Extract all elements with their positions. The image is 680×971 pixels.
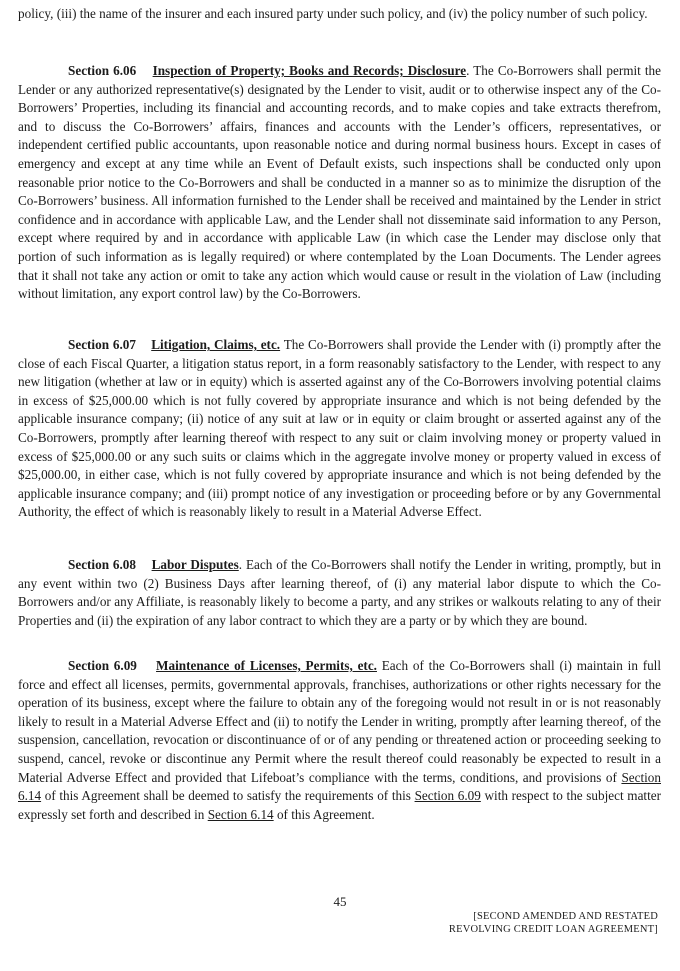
section-6-08-paragraph [18,556,661,630]
footer-line: [SECOND AMENDED AND RESTATED [473,911,658,922]
section-body: Each of the Co-Borrowers shall (i) maintain in full force and effect all licenses, permits, governmental approvals, franchises, authorizations or other rights necessary for the operation of its business, except where the failure to obtain any of the foregoing would not result in or is not reasonably likely to result in a Material Adverse Effect and (ii) to notify the Lender in writing, promptly after learning thereof, of the suspension, cancellation, revocation or discontinuance of or of any pending or threatened action or proceeding seeking to suspend, cancel, revoke or discontinue any Permit where the result thereof could reasonably be expected to result in a Material Adverse Effect and provided that Lifeboat’s compliance with the terms, conditions, and provisions of [18,658,662,785]
footer-line: REVOLVING CREDIT LOAN AGREEMENT] [448,924,658,935]
continuation-paragraph: policy, (iii) the name of the insurer and each insured party under such policy, and (iv) the policy number of such policy. [18,6,648,21]
section-label: Section 6.06 [68,63,137,78]
section-6-09-paragraph [18,657,661,824]
section-label: Section 6.08 [68,557,136,572]
section-title: Labor Disputes [151,557,239,572]
section-title: Inspection of Property; Books and Records; Disclosure [152,63,467,78]
cross-reference-link[interactable]: Section 6.14 [207,806,274,822]
cross-reference-link[interactable]: Section 6.09 [414,788,481,804]
section-label: Section 6.09 [68,658,137,673]
section-label: Section 6.07 [68,337,136,352]
section-title: Litigation, Claims, etc. [151,337,281,352]
section-title: Maintenance of Licenses, Permits, etc. [156,658,377,673]
section-body: The Co-Borrowers shall provide the Lender with (i) promptly after the close of each Fiscal Quarter, a litigation status report, in a form reasonably satisfactory to the Lender, with respect to any new litigation (whether at law or in equity) which is asserted against any of the Co-Borrowers involving potential claims in excess of $25,000.00 which is not fully covered by appropriate insurance and which is not being defended by the applicable insurance company; (ii) notice of any suit at law or in equity or claim brought or asserted against any of the Co-Borrowers, promptly after learning thereof with respect to any suit or claim involving money or property valued in excess of $25,000.00 or any such suits or claims which in the aggregate involve money or property valued in excess of $25,000.00, in either case, which is not fully covered by appropriate insurance and which is not being defended by the applicable insurance company; and (iii) prompt notice of any investigation or proceeding before or by any Governmental Authority, the effect of which is reasonably likely to result in a Material Adverse Effect. [18,337,661,520]
section-body: . Each of the Co-Borrowers shall notify the Lender in writing, promptly, but in any event within two (2) Business Days after learning thereof, of (i) any material labor dispute to which the Co-Borrowers and/or any Affiliate, is reasonably likely to become a party, and any strikes or walkouts relating to any of their Properties and (ii) the expiration of any labor contract to which they are a party or by which they are bound. [18,557,661,628]
document-footer [449,910,658,936]
cross-reference-link[interactable]: Section 6.14 [18,769,661,804]
section-body: of this Agreement shall be deemed to satisfy the requirements of this [41,788,415,804]
section-body: of this Agreement. [273,806,375,822]
section-6-07-paragraph [18,336,661,522]
section-body: . The Co-Borrowers shall permit the Lender or any authorized representative(s) designated by the Lender to visit, audit or to otherwise inspect any of the Co-Borrowers’ Properties, including its financial and accounting records, and to make copies and take extracts therefrom, and to discuss the Co-Borrowers’ affairs, finances and accounts with the Lender’s officers, representatives, or independent certified public accountants, upon reasonable notice and during normal business hours. Except in cases of emergency and except at any time while an Event of Default exists, such inspections shall be conducted only upon reasonable prior notice to the Co-Borrowers and shall be conducted in a manner so as to minimize the disruption of the Co-Borrowers’ business. All information furnished to the Lender shall be received and maintained by the Lender in strict confidence and in accordance with applicable Law, and the Lender shall not disseminate said information to any Person, except where required by and in accordance with applicable Law (in which case the Lender may disclose only that portion of such information as is legally required) or where contemplated by the Loan Documents. The Lender agrees that it shall not take any action or omit to take any action which would cause or result in the violation of Law (including without limitation, any export control law) by the Co-Borrowers. [18,63,662,302]
section-6-06-paragraph [18,62,661,304]
page-number: 45 [333,894,347,909]
section-body: with respect to the subject matter expressly set forth and described in [18,788,661,822]
